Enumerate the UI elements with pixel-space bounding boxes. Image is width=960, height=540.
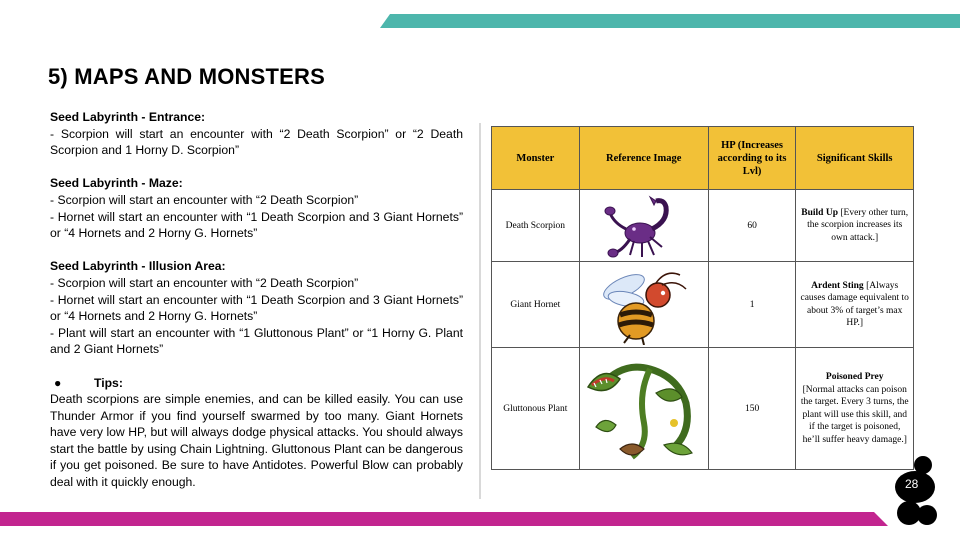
table-row xyxy=(492,262,914,348)
skill-description: [Always causes damage equivalent to about 3% of target’s max HP.] xyxy=(800,280,909,328)
giant-hornet-image xyxy=(596,265,692,345)
section-heading-maze: Seed Labyrinth - Maze: xyxy=(50,176,183,191)
text-column xyxy=(50,109,463,491)
death-scorpion-image xyxy=(604,193,684,259)
hp-value: 1 xyxy=(708,262,796,348)
skill-description: [Normal attacks can poison the target. Every 3 turns, the plant will use this skill, and if the target is poisoned, he’ll suffer heavy damage.] xyxy=(800,384,909,445)
skill-name: Build Up xyxy=(801,207,838,218)
column-divider xyxy=(479,123,481,499)
section-line: - Hornet will start an encounter with “1 Death Scorpion and 3 Giant Hornets” or “4 Hornets and 2 Horny G. Hornets” xyxy=(50,292,463,324)
skill-cell xyxy=(796,190,914,262)
reference-image-cell xyxy=(579,190,708,262)
section-heading-entrance: Seed Labyrinth - Entrance: xyxy=(50,110,206,124)
reference-image-cell xyxy=(579,348,708,470)
bottom-accent-bar xyxy=(0,512,888,526)
section-line: - Scorpion will start an encounter with “2 Death Scorpion” or “2 Death Scorpion and 1 Horny D. Scorpion” xyxy=(50,126,463,158)
monster-name: Giant Hornet xyxy=(492,262,580,348)
slide-title: 5) MAPS AND MONSTERS xyxy=(48,64,325,89)
page-number-badge xyxy=(893,455,939,527)
section-line: - Plant will start an encounter with “1 Gluttonous Plant” or “1 Horny G. Plant and 2 Giant Hornets” xyxy=(50,325,463,357)
section-line: - Hornet will start an encounter with “1 Death Scorpion and 3 Giant Hornets” or “4 Hornets and 2 Horny G. Hornets” xyxy=(50,209,463,241)
monster-name: Gluttonous Plant xyxy=(492,348,580,470)
hp-value: 150 xyxy=(708,348,796,470)
gluttonous-plant-image xyxy=(582,353,706,465)
section-line: - Scorpion will start an encounter with “2 Death Scorpion” xyxy=(50,192,359,207)
page-number: 28 xyxy=(905,477,919,491)
reference-image-cell xyxy=(579,262,708,348)
mascot-silhouette-icon xyxy=(893,455,939,527)
tips-text: Death scorpions are simple enemies, and can be killed easily. You can use Thunder Armor if you find yourself swarmed by too many. Giant Hornets have very low HP, but will always dodge physical attacks. You should always start the battle by using Chain Lightning. Gluttonous Plant can be dangerous if you get poisoned. Be sure to have Antidotes. Powerful Blow can probably deal with it quickly enough. xyxy=(50,392,463,490)
skill-description: [Every other turn, the scorpion increases its own attack.] xyxy=(807,207,909,243)
hp-value: 60 xyxy=(708,190,796,262)
table-row xyxy=(492,348,914,470)
table-header-row xyxy=(492,127,914,190)
skill-cell xyxy=(796,262,914,348)
section-line: - Scorpion will start an encounter with “2 Death Scorpion” xyxy=(50,275,359,290)
skill-name: Ardent Sting xyxy=(811,280,864,291)
top-accent-bar xyxy=(380,14,960,28)
tips-heading xyxy=(50,375,463,392)
column-header: Significant Skills xyxy=(796,127,914,190)
table-row xyxy=(492,190,914,262)
monster-name: Death Scorpion xyxy=(492,190,580,262)
skill-name: Poisoned Prey xyxy=(825,372,884,382)
column-header: HP (Increases according to its Lvl) xyxy=(708,127,796,190)
column-header: Monster xyxy=(492,127,580,190)
column-header: Reference Image xyxy=(579,127,708,190)
bullet-icon: ● xyxy=(54,375,62,390)
skill-cell xyxy=(796,348,914,470)
section-heading-illusion-area: Seed Labyrinth - Illusion Area: xyxy=(50,259,226,274)
monster-table xyxy=(491,126,914,470)
tips-label: Tips: xyxy=(94,375,123,390)
